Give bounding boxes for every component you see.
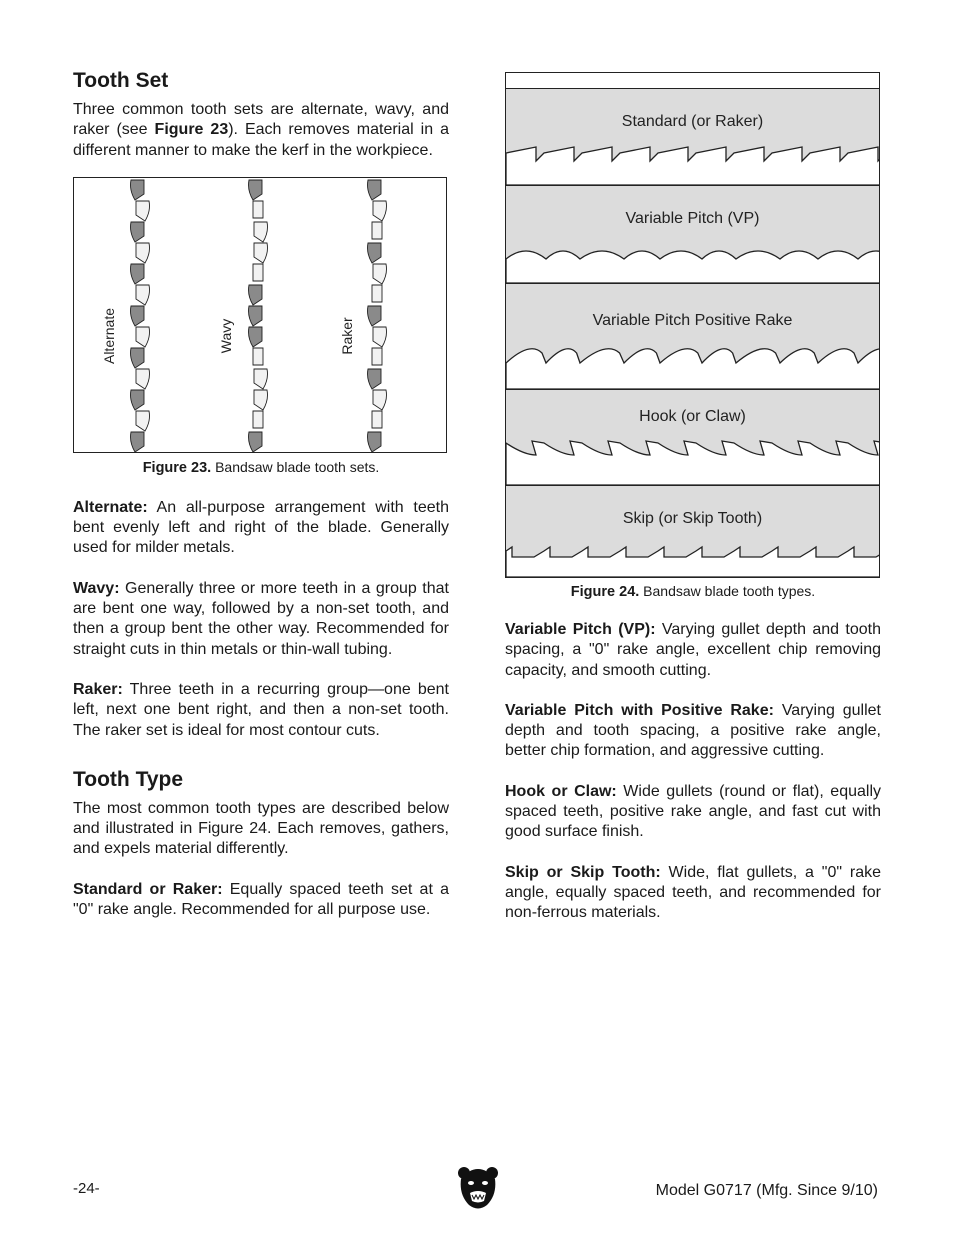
- blade-tooth: [372, 411, 382, 428]
- vp-paragraph: Variable Pitch (VP): Varying gullet depth and tooth spacing, a "0" rake angle, excellent chip removing capacity, and smooth cutting.: [505, 621, 881, 679]
- blade-profile: [506, 349, 879, 389]
- blade-tooth: [136, 201, 150, 221]
- blade-tooth: [368, 369, 382, 389]
- raker-label: Raker: [339, 317, 355, 355]
- blade-tooth: [253, 348, 263, 365]
- blade-tooth: [368, 432, 382, 452]
- blade-tooth: [249, 180, 263, 200]
- tooth-type-intro: The most common tooth types are described below and illustrated in Figure 24. Each removes, gathers, and expels material differently.: [73, 799, 449, 858]
- blade-tooth: [253, 411, 263, 428]
- panel-standard: Standard (or Raker): [506, 89, 879, 186]
- blade-tooth: [372, 348, 382, 365]
- blade-tooth: [249, 432, 263, 452]
- standard-paragraph: Standard or Raker: Equally spaced teeth set at a "0" rake angle. Recommended for all purpose use.: [73, 880, 449, 919]
- blade-tooth: [131, 222, 145, 242]
- blade-tooth: [131, 306, 145, 326]
- blade-tooth: [254, 243, 268, 263]
- blade-tooth: [131, 264, 145, 284]
- blade-tooth: [372, 222, 382, 239]
- blade-tooth: [254, 369, 268, 389]
- panel-hook: Hook (or Claw): [506, 390, 879, 486]
- blade-tooth: [254, 222, 268, 242]
- panel-skip: Skip (or Skip Tooth): [506, 486, 879, 577]
- tooth-type-heading: Tooth Type: [73, 767, 184, 791]
- blade-tooth: [368, 180, 382, 200]
- figure-23: [73, 177, 447, 453]
- alternate-label: Alternate: [101, 307, 117, 364]
- tooth-set-heading: Tooth Set: [73, 69, 169, 92]
- raker-paragraph: Raker: Three teeth in a recurring group—one bent left, next one bent right, and then a non-set tooth. The raker set is ideal for most contour cuts.: [73, 680, 449, 739]
- blade-tooth: [131, 348, 145, 368]
- blade-tooth: [253, 264, 263, 281]
- skip-paragraph: Skip or Skip Tooth: Wide, flat gullets, a "0" rake angle, equally spaced teeth, and recommended for non-ferrous materials.: [505, 863, 881, 922]
- tooth-set-diagram: [74, 178, 446, 452]
- blade-tooth: [253, 201, 263, 218]
- blade-tooth: [373, 201, 387, 221]
- figure-23-caption: Figure 23. Bandsaw blade tooth sets.: [142, 458, 380, 476]
- blade-profile: [506, 441, 879, 485]
- hook-paragraph: Hook or Claw: Wide gullets (round or flat), equally spaced teeth, positive rake angle, and fast cut with good surface finish.: [505, 782, 882, 841]
- vppr-paragraph: Variable Pitch with Positive Rake: Varying gullet depth and tooth spacing, a positive rake angle, better chip formation, and aggressive cutting.: [505, 701, 882, 760]
- blade-profile: [506, 147, 879, 185]
- page-number: -24-: [73, 1180, 100, 1197]
- blade-tooth: [372, 285, 382, 302]
- panel-variable-pitch-positive-rake: Variable Pitch Positive Rake: [506, 284, 879, 390]
- right-column: [505, 72, 881, 924]
- bear-logo-icon: [457, 1165, 499, 1211]
- blade-tooth: [368, 306, 382, 326]
- blade-tooth: [136, 243, 150, 263]
- blade-tooth: [136, 285, 150, 305]
- blade-tooth: [249, 306, 263, 326]
- blade-tooth: [136, 327, 150, 347]
- blade-tooth: [373, 390, 387, 410]
- blade-tooth: [131, 180, 145, 200]
- blade-tooth: [249, 285, 263, 305]
- blade-tooth: [136, 411, 150, 431]
- blade-tooth: [368, 243, 382, 263]
- blade-tooth: [131, 432, 145, 452]
- figure-24-caption: Figure 24. Bandsaw blade tooth types.: [570, 583, 816, 600]
- alternate-paragraph: Alternate: An all-purpose arrangement with teeth bent evenly left and right of the blade. Generally used for milder metals.: [73, 498, 449, 557]
- blade-tooth: [373, 327, 387, 347]
- left-column: [73, 68, 449, 920]
- wavy-paragraph: Wavy: Generally three or more teeth in a group that are bent one way, followed by a non-set tooth, and then a group bent the other way. Recommended for straight cuts in thin metals or thin-wall tubing.: [73, 579, 449, 658]
- blade-tooth: [254, 390, 268, 410]
- blade-tooth: [136, 369, 150, 389]
- tooth-set-intro: Three common tooth sets are alternate, wavy, and raker (see Figure 23). Each removes material in a different manner to make the kerf in the workpiece.: [73, 101, 449, 159]
- blade-tooth: [131, 390, 145, 410]
- blade-tooth: [373, 264, 387, 284]
- model-label: Model G0717 (Mfg. Since 9/10): [655, 1182, 878, 1199]
- blade-profile: [506, 251, 879, 283]
- panel-variable-pitch: Variable Pitch (VP): [506, 186, 879, 284]
- figure-24: [505, 72, 880, 578]
- wavy-label: Wavy: [218, 318, 234, 354]
- blade-tooth: [249, 327, 263, 347]
- blade-profile: [506, 547, 879, 577]
